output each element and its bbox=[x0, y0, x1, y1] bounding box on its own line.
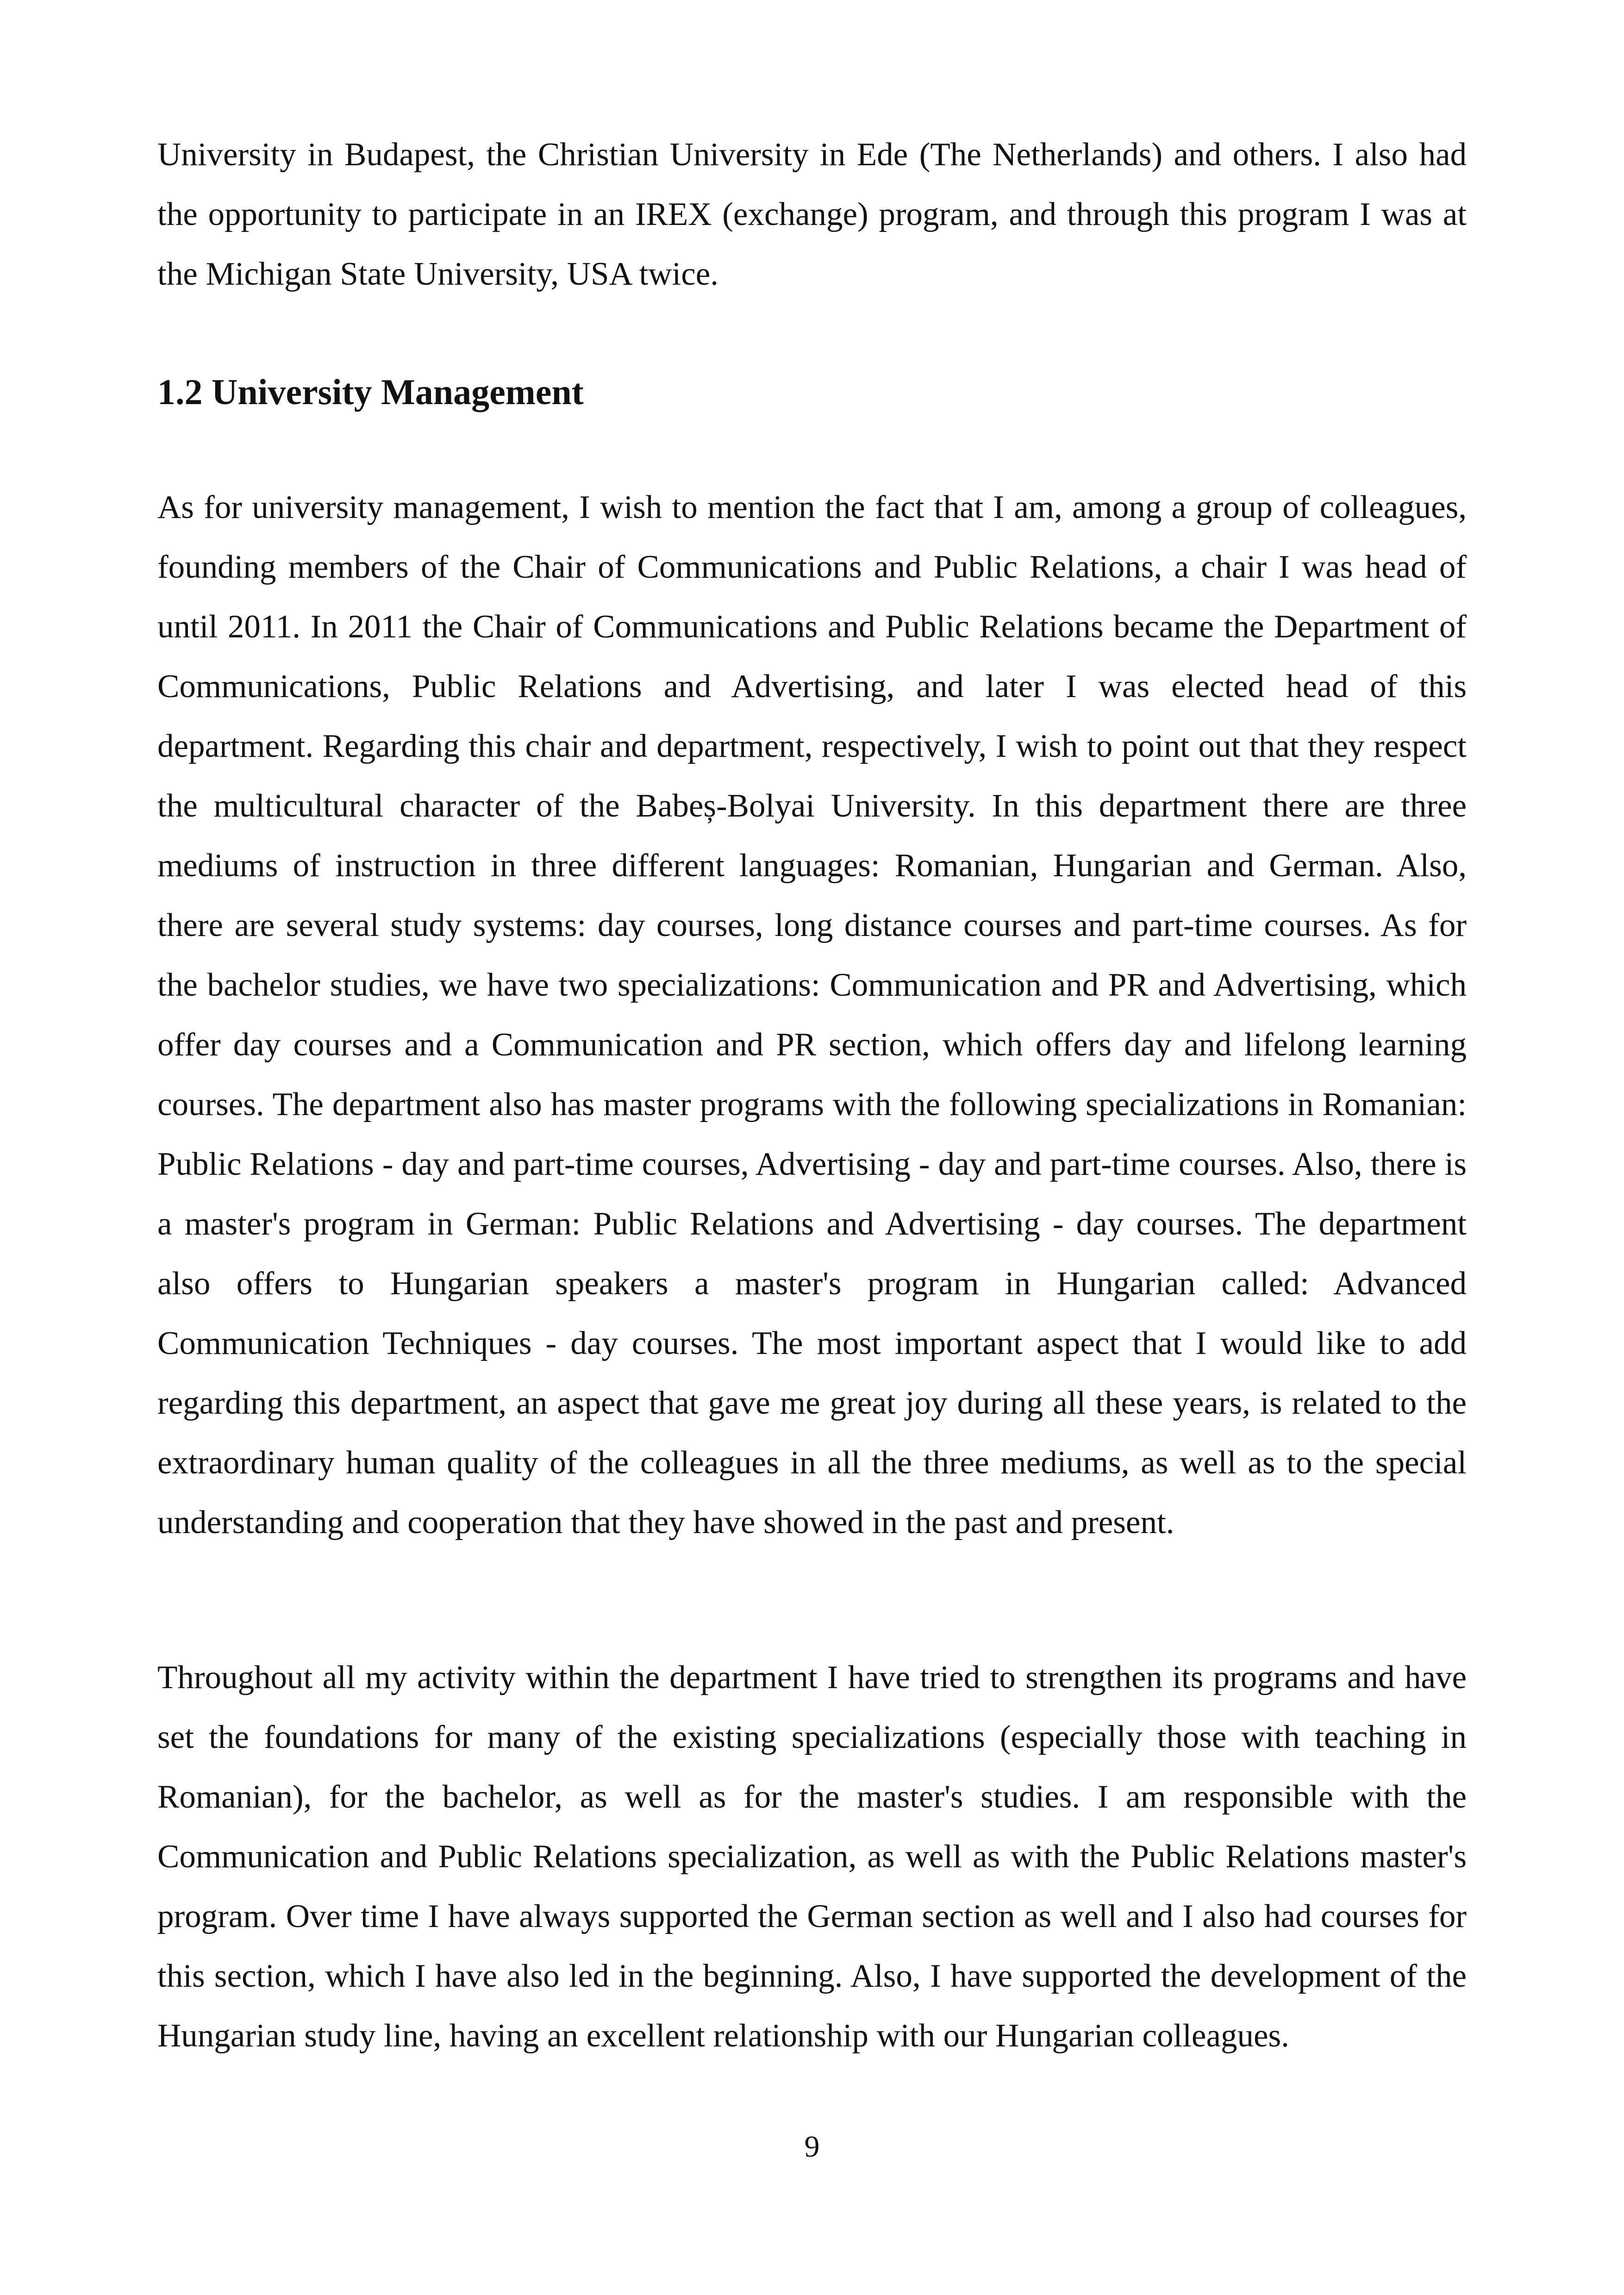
paragraph-intro-continued: University in Budapest, the Christian University in Ede (The Netherlands) and others. I also had the opportunity to participate in an IREX (exchange) program, and through this program I was at the Michigan State University, USA twice. bbox=[157, 137, 1467, 292]
paragraph-university-management: As for university management, I wish to mention the fact that I am, among a group of colleagues, founding members of the Chair of Communications and Public Relations, a chair I was head of until 2011. In 2011 the Chair of Communications and Public Relations became the Department of Communications, Public Relations and Advertising, and later I was elected head of this department. Regarding this chair and department, respectively, I wish to point out that they respect the multicultural character of the Babeș-Bolyai University. In this department there are three mediums of instruction in three different languages: Romanian, Hungarian and German. Also, there are several study systems: day courses, long distance courses and part-time courses. As for the bachelor studies, we have two specializations: Communication and PR and Advertising, which offer day courses and a Communication and PR section, which offers day and lifelong learning courses. The department also has master programs with the following specializations in Romanian: Public Relations - day and part-time courses, Advertising - day and part-time courses. Also, there is a master's program in German: Public Relations and Advertising - day courses. The department also offers to Hungarian speakers a master's program in Hungarian called: Advanced Communication Techniques - day courses. The most important aspect that I would like to add regarding this department, an aspect that gave me great joy during all these years, is related to the extraordinary human quality of the colleagues in all the three mediums, as well as to the special understanding and cooperation that they have showed in the past and present. bbox=[157, 489, 1467, 1540]
section-heading: 1.2 University Management bbox=[157, 372, 584, 412]
page-number: 9 bbox=[804, 2130, 820, 2164]
paragraph-department-activity: Throughout all my activity within the department I have tried to strengthen its programs and have set the foundations for many of the existing specializations (especially those with teaching in Romanian), for the bachelor, as well as for the master's studies. I am responsible with the Communication and Public Relations specialization, as well as with the Public Relations master's program. Over time I have always supported the German section as well and I also had courses for this section, which I have also led in the beginning. Also, I have supported the development of the Hungarian study line, having an excellent relationship with our Hungarian colleagues. bbox=[157, 1659, 1467, 2054]
